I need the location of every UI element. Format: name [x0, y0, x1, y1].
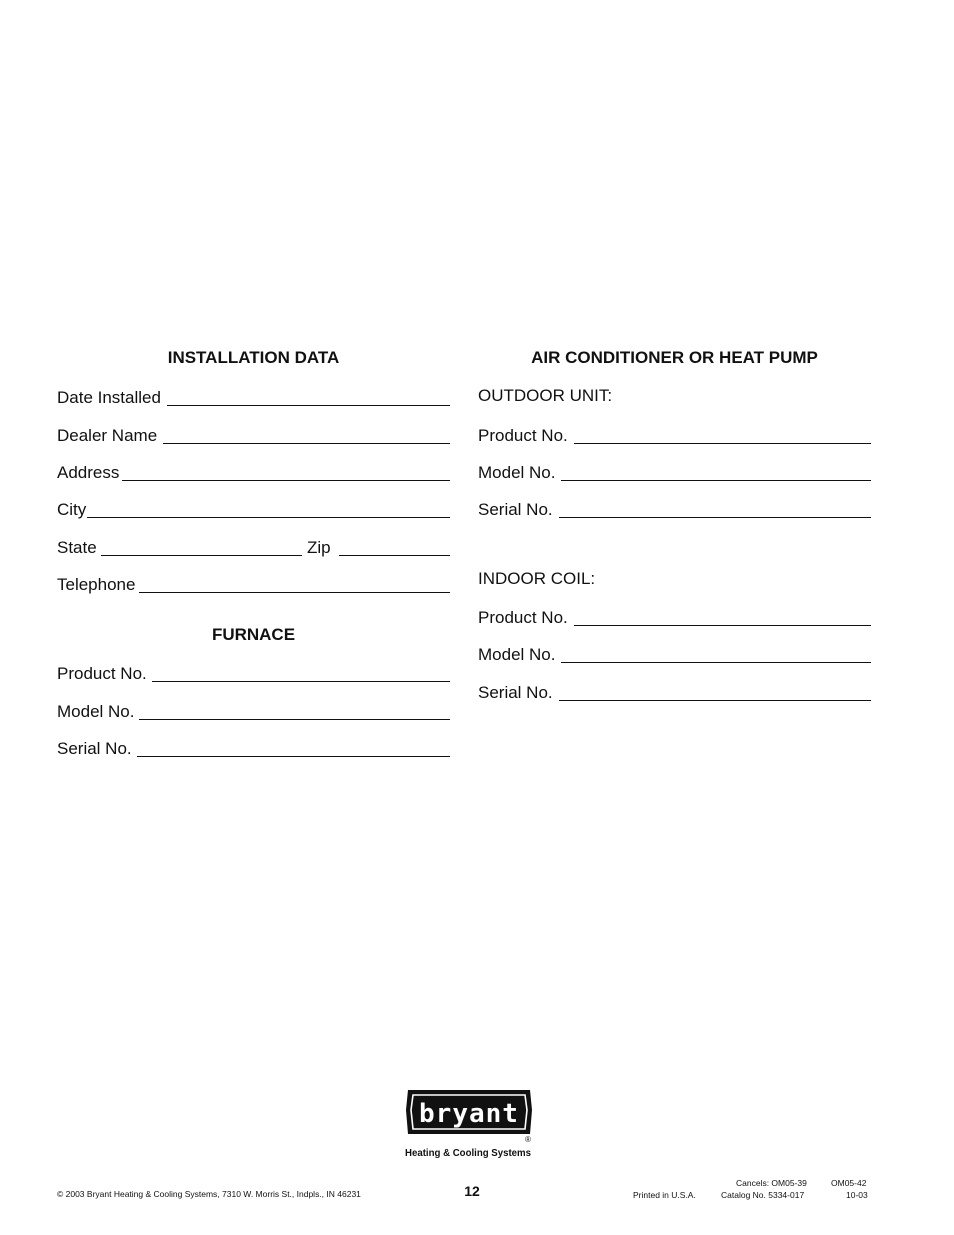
outdoor-model-no-label: Model No.: [478, 463, 556, 482]
date-installed-line[interactable]: [167, 405, 450, 406]
address-line[interactable]: [122, 480, 450, 481]
dealer-name-label: Dealer Name: [57, 426, 158, 445]
telephone-line[interactable]: [139, 592, 450, 593]
telephone-field[interactable]: [57, 571, 450, 595]
city-label: City: [57, 500, 87, 519]
outdoor-serial-no-line[interactable]: [559, 517, 871, 518]
state-label: State: [57, 538, 97, 557]
outdoor-product-no-field[interactable]: [478, 422, 871, 446]
furnace-product-no-label: Product No.: [57, 664, 147, 683]
indoor-product-no-line[interactable]: [574, 625, 871, 626]
bryant-logo: [404, 1086, 534, 1161]
logo-brand-text: bryant: [419, 1099, 519, 1129]
indoor-serial-no-field[interactable]: [478, 679, 871, 703]
telephone-label: Telephone: [57, 575, 136, 594]
date-installed-label: Date Installed: [57, 388, 161, 407]
outdoor-serial-no-label: Serial No.: [478, 500, 553, 519]
furnace-product-no-field[interactable]: [57, 660, 450, 684]
indoor-serial-no-line[interactable]: [559, 700, 871, 701]
outdoor-unit-label: OUTDOOR UNIT:: [478, 386, 613, 405]
logo-tagline: Heating & Cooling Systems: [405, 1147, 532, 1159]
indoor-product-no-field[interactable]: [478, 604, 871, 628]
zip-label: Zip: [307, 538, 331, 557]
zip-line[interactable]: [339, 555, 450, 556]
address-label: Address: [57, 463, 120, 482]
dealer-name-line[interactable]: [163, 443, 450, 444]
state-line[interactable]: [101, 555, 302, 556]
indoor-model-no-line[interactable]: [561, 662, 871, 663]
indoor-serial-no-label: Serial No.: [478, 683, 553, 702]
installation-data-heading: INSTALLATION DATA: [167, 348, 340, 367]
outdoor-serial-no-field[interactable]: [478, 496, 871, 520]
indoor-model-no-field[interactable]: [478, 641, 871, 665]
footer-doc-number: OM05-42: [831, 1178, 867, 1188]
furnace-heading: FURNACE: [211, 625, 296, 644]
indoor-product-no-label: Product No.: [478, 608, 568, 627]
furnace-serial-no-field[interactable]: [57, 735, 450, 759]
bryant-logo-mark: [404, 1086, 534, 1161]
furnace-model-no-line[interactable]: [139, 719, 450, 720]
outdoor-model-no-line[interactable]: [561, 480, 871, 481]
outdoor-product-no-label: Product No.: [478, 426, 568, 445]
date-installed-field[interactable]: [57, 384, 450, 408]
indoor-coil-label: INDOOR COIL:: [478, 569, 596, 588]
city-line[interactable]: [87, 517, 450, 518]
footer-cancels: Cancels: OM05-39: [736, 1178, 807, 1188]
furnace-model-no-field[interactable]: [57, 698, 450, 722]
furnace-serial-no-line[interactable]: [137, 756, 450, 757]
address-field[interactable]: [57, 459, 450, 483]
footer-date: 10-03: [846, 1190, 868, 1200]
ac-heat-pump-heading: AIR CONDITIONER OR HEAT PUMP: [531, 348, 818, 367]
state-field[interactable]: [57, 534, 302, 558]
furnace-product-no-line[interactable]: [152, 681, 450, 682]
page-number: 12: [464, 1183, 480, 1199]
outdoor-model-no-field[interactable]: [478, 459, 871, 483]
dealer-name-field[interactable]: [57, 422, 450, 446]
footer-catalog: Catalog No. 5334-017: [721, 1190, 805, 1200]
outdoor-product-no-line[interactable]: [574, 443, 871, 444]
footer-printed: Printed in U.S.A.: [633, 1190, 696, 1200]
city-field[interactable]: [57, 496, 450, 520]
furnace-serial-no-label: Serial No.: [57, 739, 132, 758]
footer-copyright: © 2003 Bryant Heating & Cooling Systems, 7310 W. Morris St., Indpls., IN 46231: [57, 1189, 361, 1199]
indoor-model-no-label: Model No.: [478, 645, 556, 664]
registered-mark: ®: [525, 1135, 531, 1144]
furnace-model-no-label: Model No.: [57, 702, 135, 721]
zip-field[interactable]: [307, 534, 450, 558]
